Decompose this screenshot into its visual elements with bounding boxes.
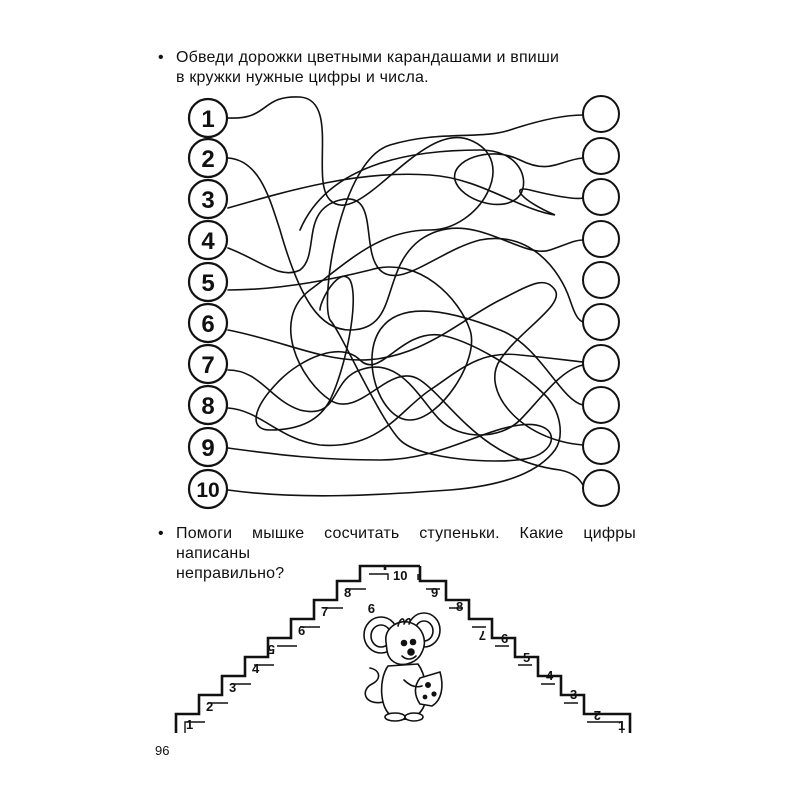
maze-path (228, 174, 583, 215)
step-label: 4 (546, 668, 554, 683)
number-circle-7 (189, 345, 227, 383)
number-label: 6 (201, 311, 215, 338)
maze-paths (228, 97, 583, 496)
maze-path (228, 158, 583, 330)
maze-path (228, 199, 583, 322)
step-label: 3 (570, 687, 578, 702)
task-2-instruction (158, 524, 636, 584)
answer-circle[interactable] (583, 262, 619, 298)
answer-circle[interactable] (583, 345, 619, 381)
number-circle-6 (189, 304, 227, 342)
number-circle-9 (189, 428, 227, 466)
bullet: • (158, 49, 164, 66)
number-circle-10 (189, 470, 227, 508)
number-circle-8 (189, 386, 227, 424)
number-label: 4 (201, 228, 215, 255)
maze-path (228, 283, 583, 445)
number-label: 8 (201, 393, 215, 420)
stairs-inner-left (185, 574, 388, 733)
number-circle-4 (189, 221, 227, 259)
step-label: 7 (321, 604, 329, 619)
number-label: 2 (201, 146, 215, 173)
maze-path (300, 150, 583, 230)
number-label: 10 (196, 479, 220, 502)
top-step-label: 10 (393, 568, 408, 583)
step-label-mirrored: 2 (593, 708, 601, 723)
stairs-inner-right (418, 574, 622, 733)
number-label: 7 (201, 352, 215, 379)
answer-circle[interactable] (583, 138, 619, 174)
step-label-mirrored: 7 (478, 628, 486, 643)
bullet: • (158, 525, 164, 542)
left-step-labels (186, 585, 375, 732)
number-circle-2 (189, 139, 227, 177)
left-number-circles (189, 99, 227, 508)
step-label: 6 (501, 631, 509, 646)
task-1-line-2: в кружки нужные цифры и числа. (176, 69, 429, 86)
number-circle-5 (189, 263, 227, 301)
mouse-illustration (364, 613, 442, 721)
number-label: 3 (201, 187, 215, 214)
answer-circle[interactable] (583, 428, 619, 464)
step-label: 3 (229, 680, 237, 695)
number-label: 5 (201, 270, 215, 297)
answer-circles (583, 96, 619, 506)
number-circle-3 (189, 180, 227, 218)
step-label: 1 (618, 718, 626, 733)
task-2-line-1: Помоги мышке сосчитать ступеньки. Какие цифры написаны (176, 525, 636, 562)
step-label: 4 (252, 661, 260, 676)
answer-circle[interactable] (583, 96, 619, 132)
task-1-line-1: Обведи дорожки цветными карандашами и впиши (176, 49, 560, 66)
maze-path (228, 97, 583, 485)
maze-path (228, 276, 560, 495)
step-label: 1 (186, 717, 194, 732)
right-step-labels (431, 585, 625, 733)
task-2-line-2: неправильно? (176, 565, 285, 582)
step-label-mirrored: 5 (267, 642, 275, 657)
step-label: 8 (456, 599, 464, 614)
answer-circle[interactable] (583, 470, 619, 506)
number-label: 1 (201, 106, 215, 133)
page-number: 96 (155, 743, 170, 758)
step-label: 6 (298, 623, 306, 638)
step-label-mirrored: 9 (367, 601, 375, 616)
answer-circle[interactable] (583, 221, 619, 257)
step-label: 9 (431, 585, 439, 600)
answer-circle[interactable] (583, 304, 619, 340)
step-label: 5 (523, 650, 531, 665)
step-label: 2 (206, 699, 214, 714)
number-label: 9 (201, 435, 215, 462)
answer-circle[interactable] (583, 179, 619, 215)
step-label: 8 (344, 585, 352, 600)
answer-circle[interactable] (583, 387, 619, 423)
number-circle-1 (189, 99, 227, 137)
